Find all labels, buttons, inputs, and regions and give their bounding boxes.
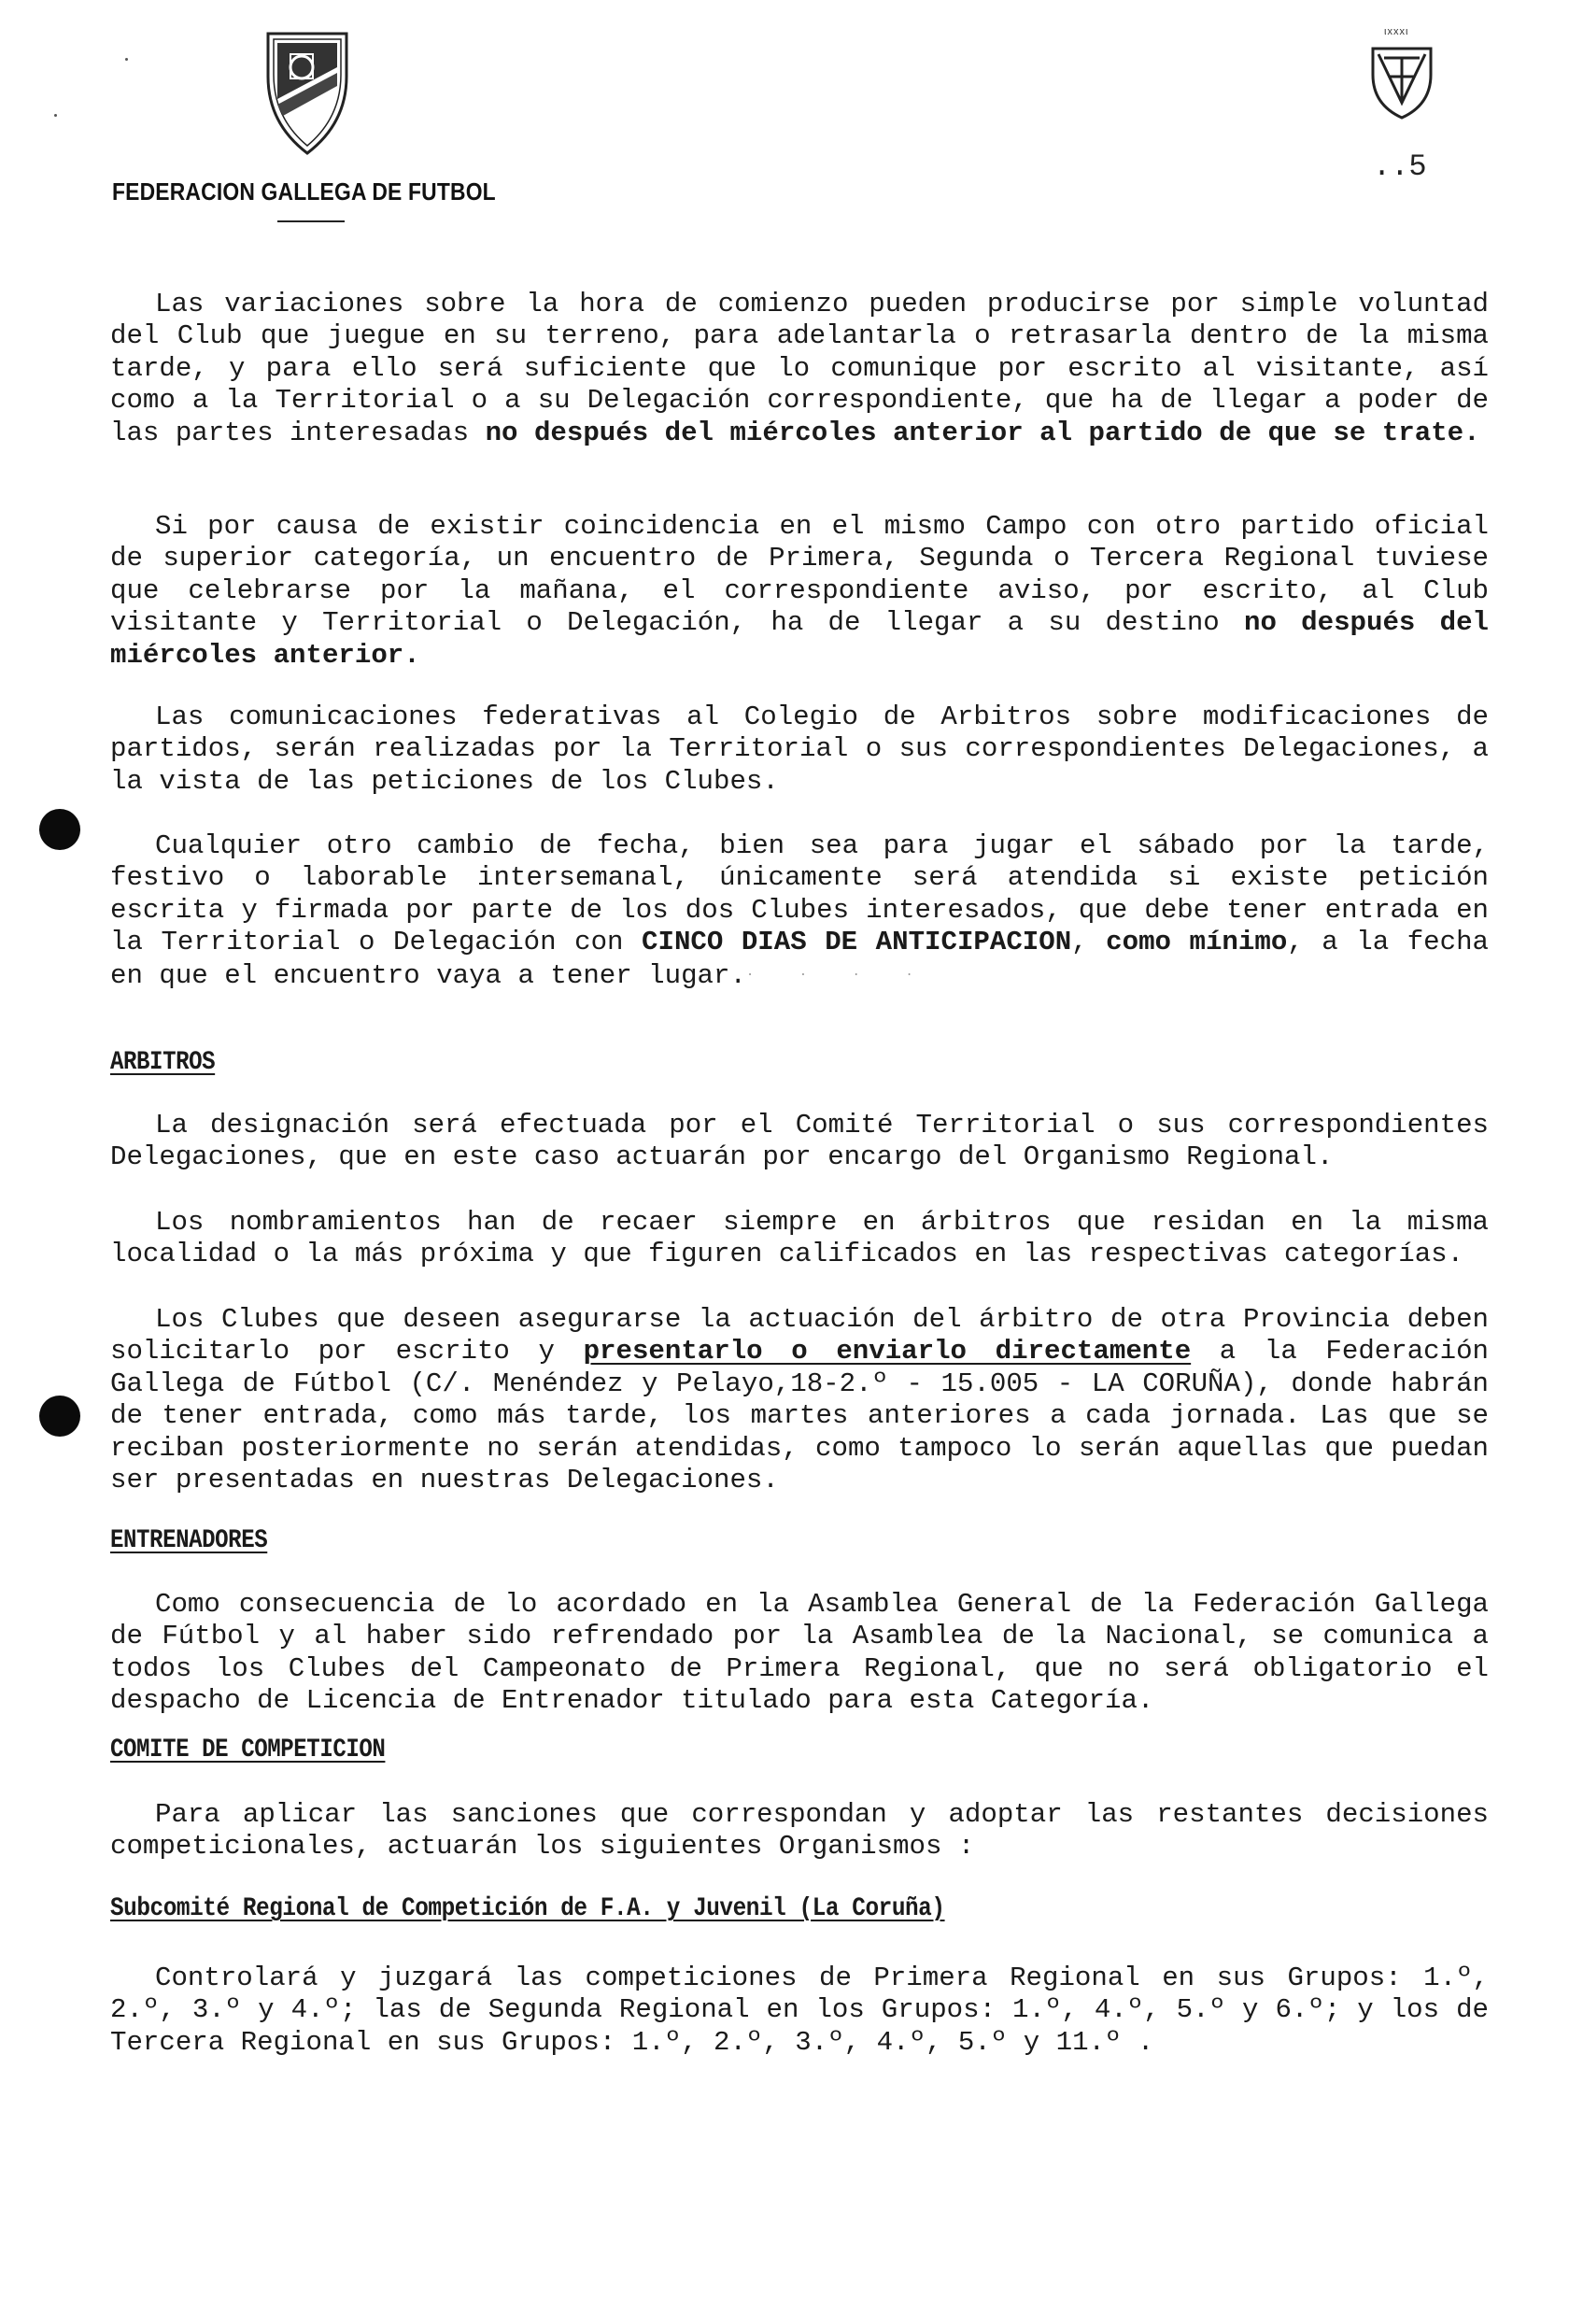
header-divider — [277, 220, 345, 222]
section-subcomite — [110, 1894, 1489, 1923]
paragraph-text: Los nombramientos han de recaer siempre en árbitros que residan en la misma localidad o la más próxima y que figuren calificados en las respectivas categorías. — [110, 1207, 1489, 1270]
paragraph-sanctions — [110, 1799, 1489, 1863]
paragraph-text: Cualquier otro cambio de fecha, bien sea para jugar el sábado por la tarde, festivo o laborable intersemanal, únicamente será atendida si existe petición escrita y firmada por parte de los dos Clubes interesados, que debe tener entrada en la Territorial o Delegación con — [110, 830, 1489, 958]
paragraph-text: Los Clubes que deseen asegurarse la actuación del árbitro de otra Provincia deben solicitarlo por escrito y — [110, 1304, 1489, 1367]
paragraph-other-province-referee — [110, 1304, 1489, 1496]
paragraph-underlined-text: presentarlo o enviarlo directamente — [583, 1336, 1192, 1367]
section-entrenadores — [110, 1526, 1489, 1555]
paragraph-text: , — [1071, 927, 1107, 958]
paragraph-designation — [110, 1110, 1489, 1174]
section-comite — [110, 1736, 1489, 1764]
paragraph-text: La designación será efectuada por el Comité Territorial o sus correspondientes Delegaciones, que en este caso actuarán por encargo del Organismo Regional. — [110, 1110, 1489, 1173]
paragraph-text: a la Federación Gallega de Fútbol (C/. Menéndez y Pelayo,18-2.º - 15.005 - LA CORUÑA), donde habrán de tener entrada, como más tarde, los martes anteriores a cada jornada. Las que se reciban posteriormente no serán atendidas, como tampoco lo serán aquellas que puedan ser presentadas en nuestras Delegaciones. — [110, 1336, 1489, 1496]
heading-entrenadores: ENTRENADORES — [110, 1526, 268, 1555]
paragraph-text: Si por causa de existir coincidencia en el mismo Campo con otro partido oficial de superior categoría, un encuentro de Primera, Segunda o Tercera Regional tuviese que celebrarse por la mañana, el correspondiente aviso, por escrito, al Club visitante y Territorial o Delegación, ha de llegar a su destino — [110, 511, 1489, 639]
section-arbitros — [110, 1048, 1489, 1077]
heading-comite-de-competicion: COMITE DE COMPETICION — [110, 1736, 386, 1764]
paragraph-bold-text: no después del miércoles anterior. — [110, 607, 1489, 671]
paragraph-text: Las variaciones sobre la hora de comienzo pueden producirse por simple voluntad del Club que juegue en su terreno, para adelantarla o retrasarla dentro de la misma tarde, y para ello será suficiente que lo comunique por escrito al visitante, así como a la Territorial o a su Delegación correspondiente, que ha de llegar a poder de las partes interesadas — [110, 289, 1489, 448]
federation-monogram-icon — [1365, 28, 1438, 121]
scan-dots: · · · · — [745, 967, 932, 983]
scan-speck — [54, 114, 57, 117]
paragraph-bold-text: como mínimo — [1106, 927, 1288, 958]
paragraph-bold-text: no después del miércoles anterior al partido de que se trate. — [485, 417, 1480, 448]
paragraph-field-coincidence — [110, 511, 1489, 672]
heading-arbitros: ARBITROS — [110, 1048, 216, 1077]
paragraph-kickoff-time — [110, 289, 1489, 449]
paragraph-coach-license — [110, 1589, 1489, 1718]
organization-name: FEDERACION GALLEGA DE FUTBOL — [112, 177, 496, 205]
paragraph-text: Las comunicaciones federativas al Colegio de Arbitros sobre modificaciones de partidos, serán realizadas por la Territorial o sus correspondientes Delegaciones, a la vista de las peticiones de los Clubes. — [110, 701, 1489, 797]
paragraph-text: Para aplicar las sanciones que correspondan y adoptar las restantes decisiones competicionales, actuarán los siguientes Organismos : — [110, 1799, 1489, 1863]
page-number: ..5 — [1373, 149, 1427, 184]
paragraph-groups — [110, 1963, 1489, 2059]
binder-hole-bottom — [39, 1396, 80, 1437]
paragraph-referee-communications — [110, 701, 1489, 798]
federation-mark-caption: ιxxxι — [1384, 26, 1409, 37]
paragraph-text: Como consecuencia de lo acordado en la Asamblea General de la Federación Gallega de Fútbol y al haber sido refrendado por la Asamblea de la Nacional, se comunica a todos los Clubes del Campeonato de Primera Regional, que no será obligatorio el despacho de Licencia de Entrenador titulado para esta Categoría. — [110, 1589, 1489, 1717]
paragraph-bold-text: CINCO DIAS DE ANTICIPACION — [642, 927, 1072, 958]
shield-crest-icon — [264, 30, 350, 157]
paragraph-text: , a la fecha en que el encuentro vaya a tener lugar. — [110, 927, 1489, 991]
paragraph-text: Controlará y juzgará las competiciones de Primera Regional en sus Grupos: 1.º, 2.º, 3.º y 4.º; las de Segunda Regional en los Grupos: 1.º, 4.º, 5.º y 6.º; y los de Tercera Regional en sus Grupos: 1.º, 2.º, 3.º, 4.º, 5.º y 11.º . — [110, 1963, 1489, 2058]
paragraph-date-change — [110, 830, 1489, 992]
scan-speck — [125, 58, 128, 61]
paragraph-appointments — [110, 1207, 1489, 1271]
heading-subcomite: Subcomité Regional de Competición de F.A. y Juvenil (La Coruña) — [110, 1894, 945, 1923]
binder-hole-top — [39, 809, 80, 850]
